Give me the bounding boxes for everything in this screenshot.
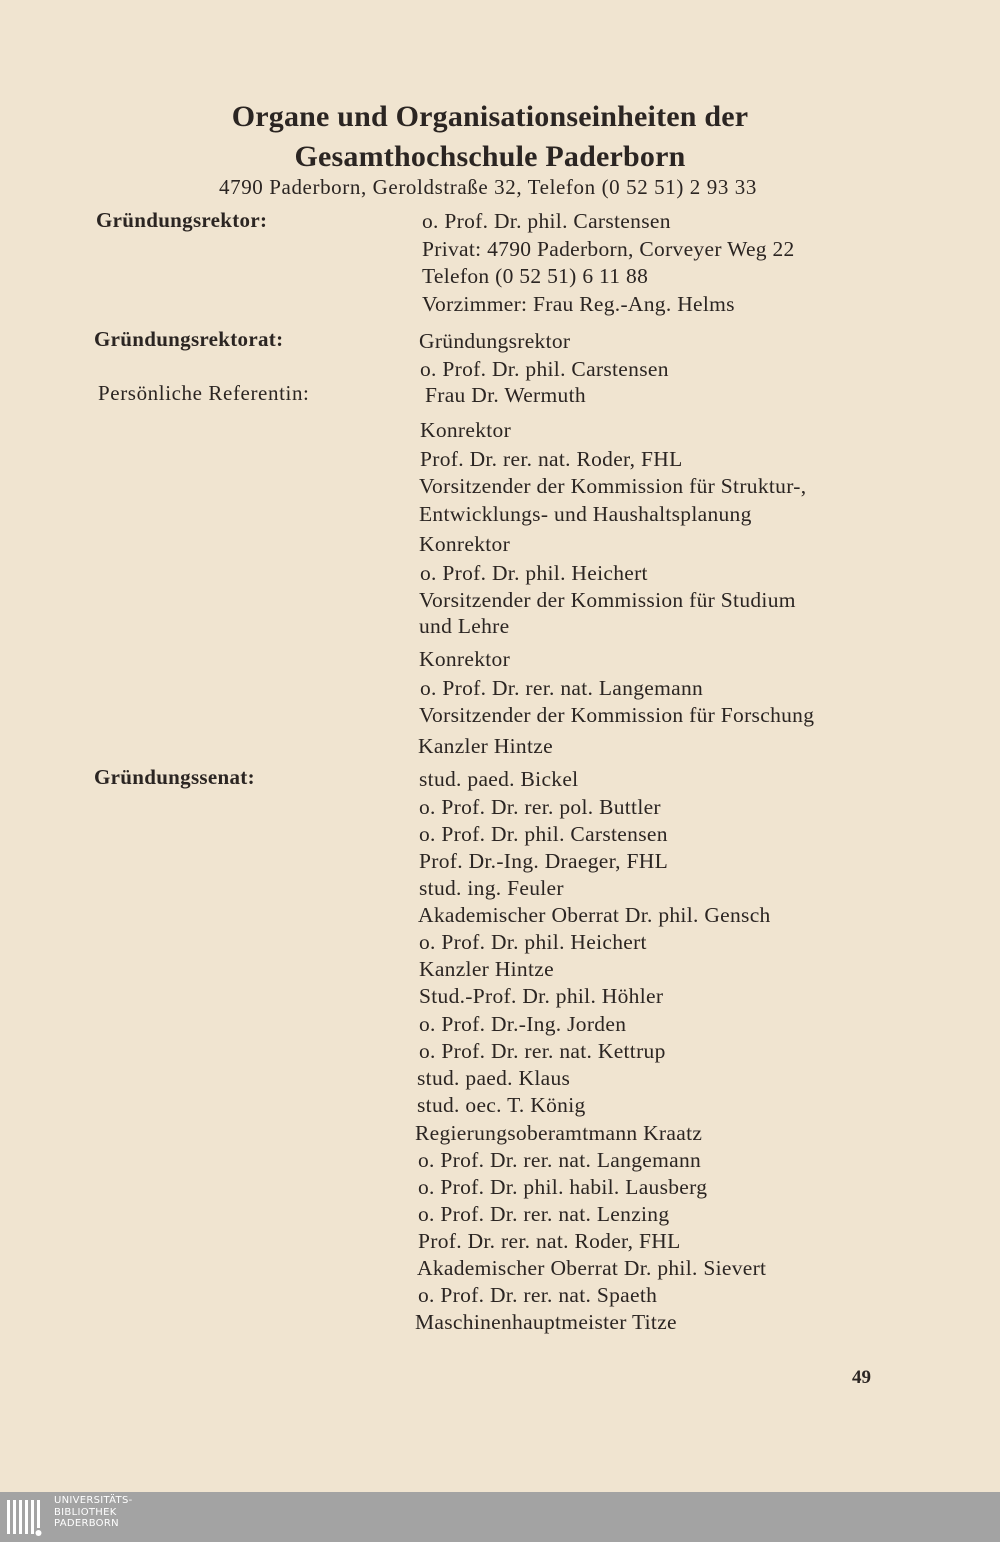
entry-line: Akademischer Oberrat Dr. phil. Gensch	[418, 903, 771, 927]
entry-line: o. Prof. Dr. rer. nat. Kettrup	[419, 1039, 666, 1063]
entry-line: o. Prof. Dr. rer. nat. Langemann	[420, 676, 704, 700]
page-title-line-2: Gesamthochschule Paderborn	[294, 140, 686, 173]
entry-line: Prof. Dr. rer. nat. Roder, FHL	[418, 1229, 681, 1253]
entry-line: Regierungsoberamtmann Kraatz	[415, 1121, 703, 1145]
label-persoenliche-referentin: Persönliche Referentin:	[98, 381, 310, 405]
library-name	[54, 1495, 133, 1530]
library-name-line-1: UNIVERSITÄTS-	[54, 1495, 133, 1506]
library-logo-icon	[6, 1496, 48, 1538]
entry-line: Kanzler Hintze	[419, 957, 554, 981]
entry-line: Stud.-Prof. Dr. phil. Höhler	[419, 984, 664, 1008]
address-line: 4790 Paderborn, Geroldstraße 32, Telefon (0 52 51) 2 93 33	[219, 175, 757, 199]
label-gruendungsrektor: Gründungsrektor:	[96, 208, 268, 232]
entry-line: Akademischer Oberrat Dr. phil. Sievert	[417, 1256, 767, 1280]
entry-line: und Lehre	[419, 614, 510, 638]
entry-line: stud. paed. Bickel	[419, 767, 579, 791]
entry-line: Frau Dr. Wermuth	[425, 383, 586, 407]
entry-line: Vorzimmer: Frau Reg.-Ang. Helms	[422, 292, 735, 316]
entry-line: Vorsitzender der Kommission für Forschung	[419, 703, 815, 727]
page-title-line-1: Organe und Organisationseinheiten der	[231, 100, 749, 133]
entry-line: stud. oec. T. König	[417, 1093, 586, 1117]
entry-line: Prof. Dr. rer. nat. Roder, FHL	[420, 447, 683, 471]
library-name-line-3: PADERBORN	[54, 1518, 119, 1529]
entry-line: Gründungsrektor	[419, 329, 571, 353]
entry-line: Kanzler Hintze	[418, 734, 553, 758]
entry-line: Entwicklungs- und Haushaltsplanung	[419, 502, 752, 526]
entry-line: Privat: 4790 Paderborn, Corveyer Weg 22	[422, 237, 795, 261]
entry-line: Konrektor	[419, 532, 511, 556]
entry-line: o. Prof. Dr. phil. Heichert	[419, 930, 647, 954]
entry-line: Vorsitzender der Kommission für Struktur-,	[419, 474, 807, 498]
entry-line: o. Prof. Dr. rer. nat. Langemann	[418, 1148, 702, 1172]
entry-line: Konrektor	[419, 647, 511, 671]
entry-line: o. Prof. Dr. phil. Carstensen	[422, 209, 671, 233]
entry-line: Konrektor	[420, 418, 512, 442]
entry-line: Vorsitzender der Kommission für Studium	[419, 588, 796, 612]
entry-line: Prof. Dr.-Ing. Draeger, FHL	[419, 849, 669, 873]
library-name-line-2: BIBLIOTHEK	[54, 1506, 117, 1518]
page-number: 49	[852, 1367, 871, 1388]
label-gruendungsrektorat: Gründungsrektorat:	[94, 327, 284, 351]
library-footer-bar	[0, 1492, 1000, 1542]
entry-line: o. Prof. Dr. rer. nat. Spaeth	[418, 1283, 658, 1307]
entry-line: o. Prof. Dr.-Ing. Jorden	[419, 1012, 627, 1036]
entry-line: stud. paed. Klaus	[417, 1066, 571, 1090]
entry-line: o. Prof. Dr. rer. pol. Buttler	[419, 795, 661, 819]
entry-line: Maschinenhauptmeister Titze	[415, 1310, 677, 1334]
entry-line: o. Prof. Dr. phil. Carstensen	[420, 357, 669, 381]
label-gruendungssenat: Gründungssenat:	[94, 765, 255, 789]
entry-line: o. Prof. Dr. phil. Heichert	[420, 561, 648, 585]
entry-line: o. Prof. Dr. rer. nat. Lenzing	[418, 1202, 670, 1226]
entry-line: o. Prof. Dr. phil. habil. Lausberg	[418, 1175, 708, 1199]
entry-line: o. Prof. Dr. phil. Carstensen	[419, 822, 668, 846]
entry-line: stud. ing. Feuler	[419, 876, 564, 900]
entry-line: Telefon (0 52 51) 6 11 88	[422, 264, 649, 288]
